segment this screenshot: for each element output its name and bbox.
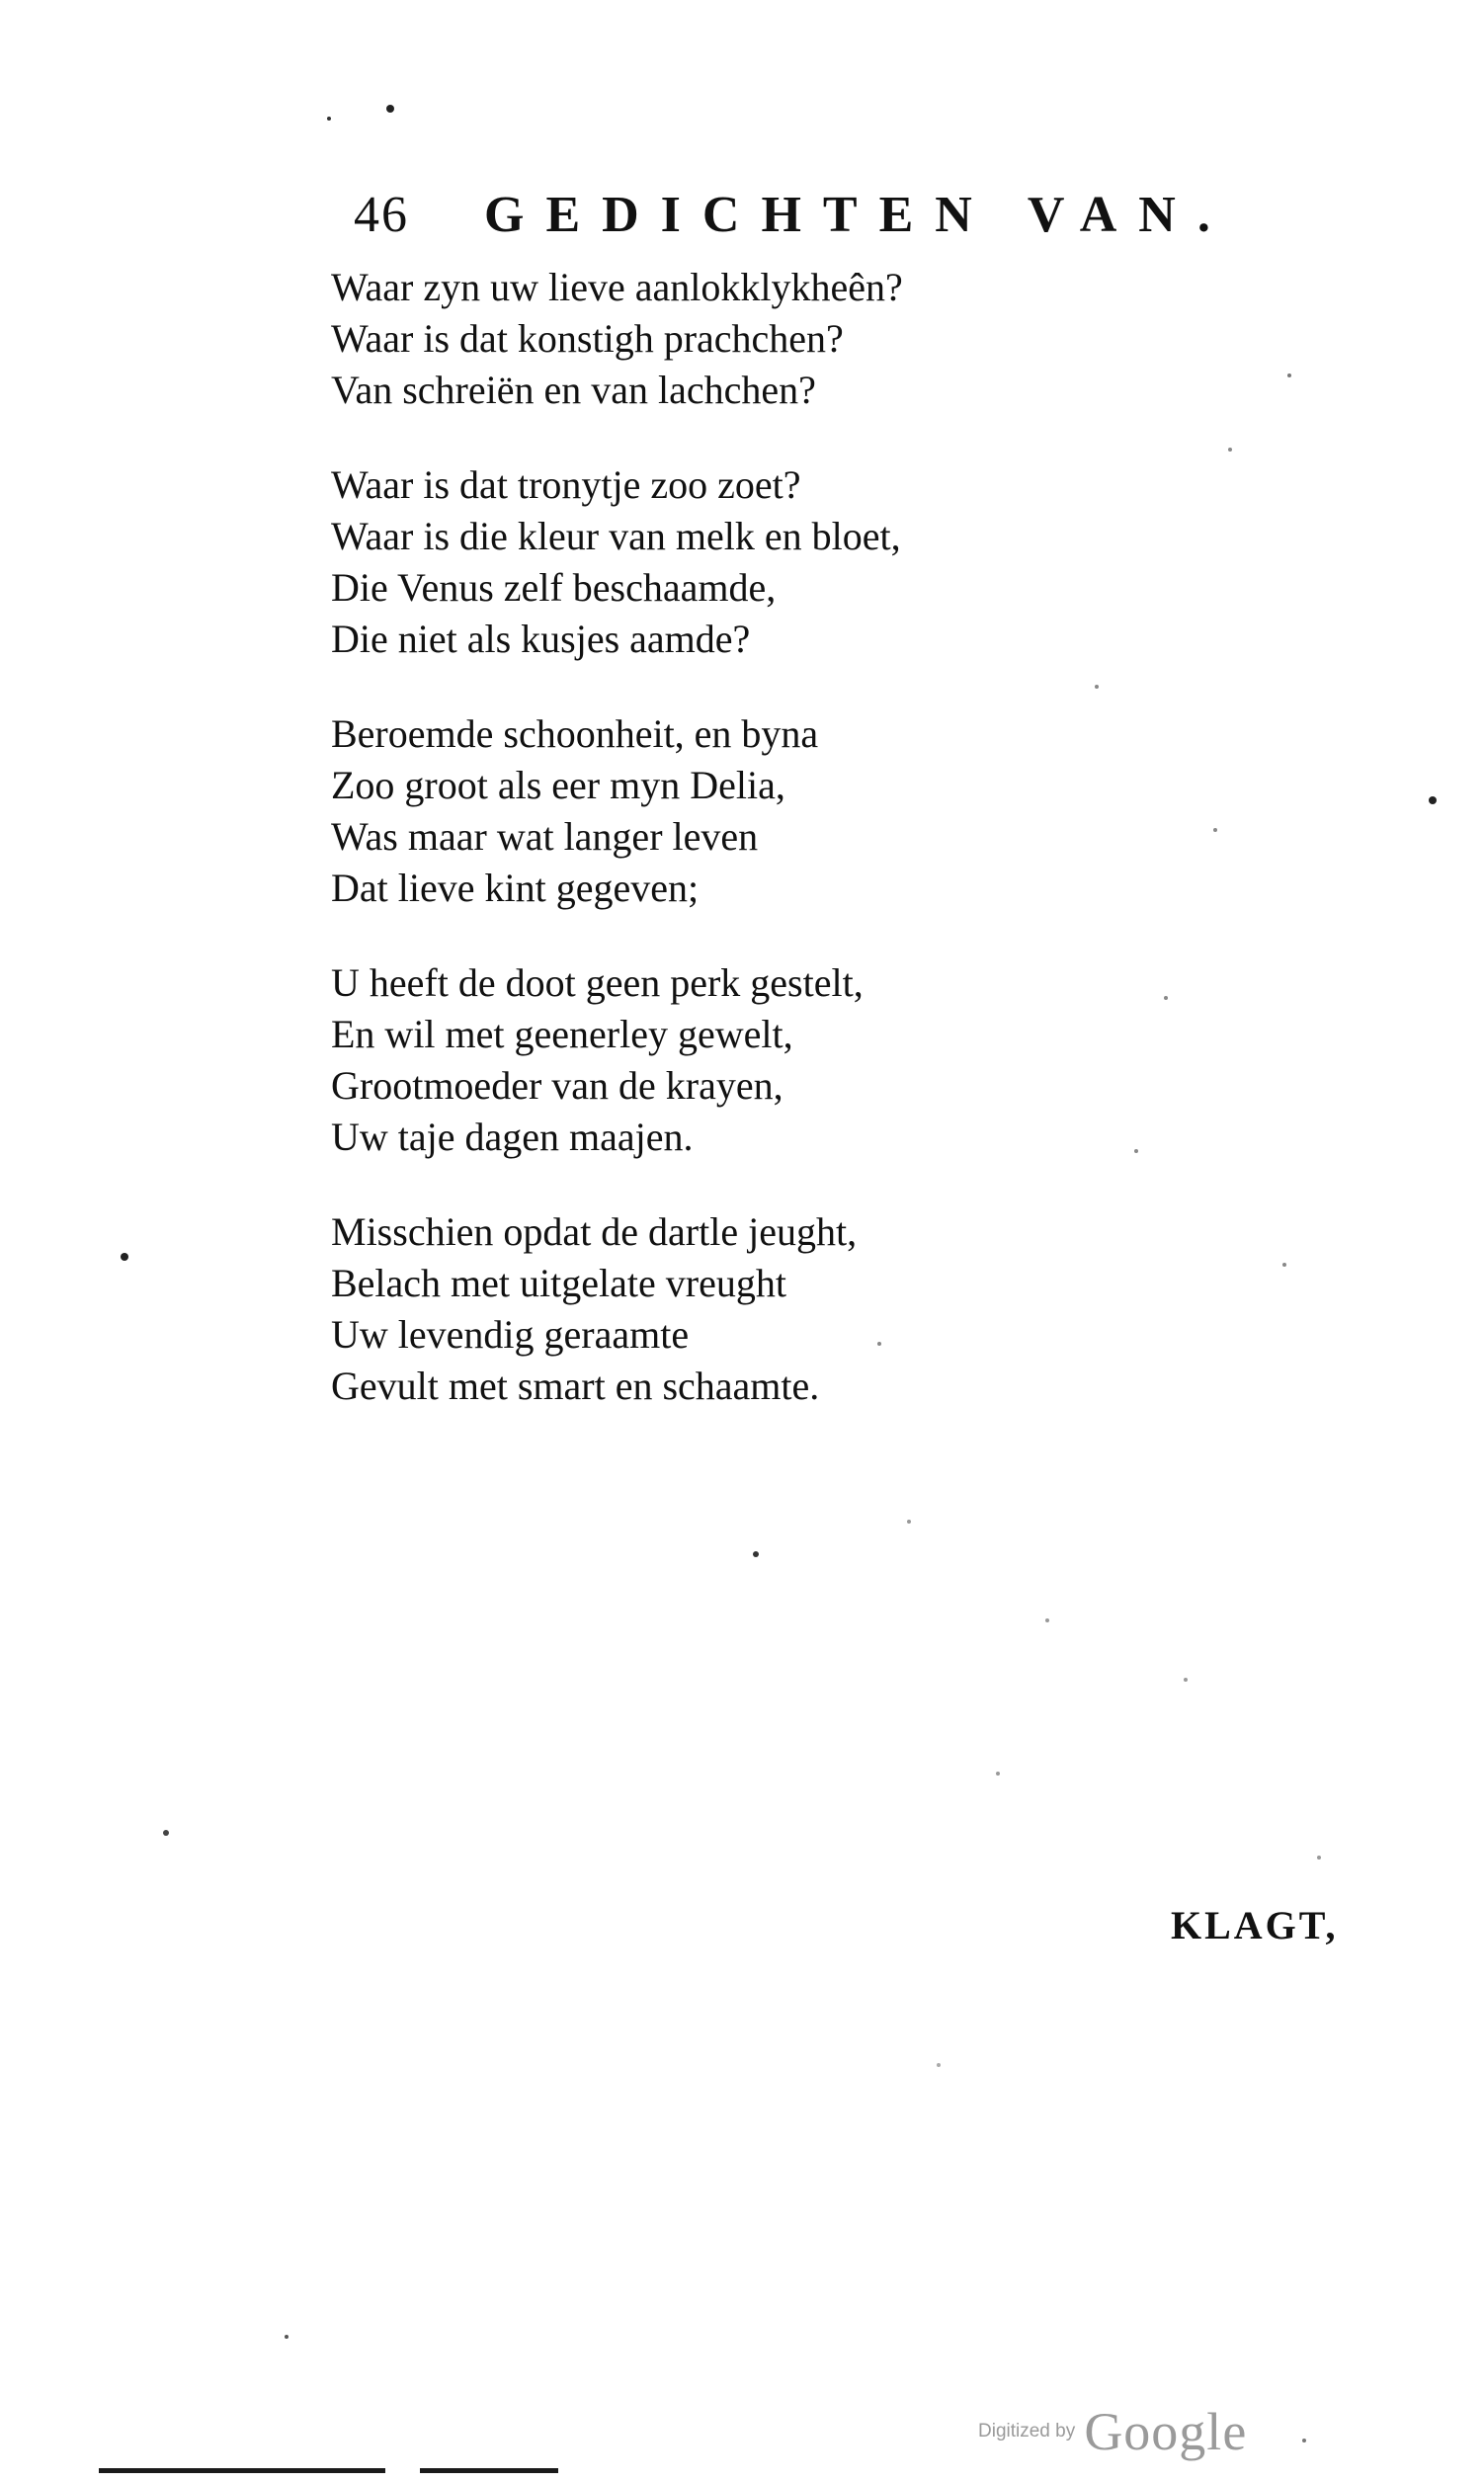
ink-speck (753, 1551, 759, 1557)
bottom-rule-left (99, 2468, 385, 2473)
page-number: 46 (354, 187, 409, 243)
ink-speck (1287, 373, 1291, 377)
ink-speck (1317, 1856, 1321, 1860)
ink-speck (1282, 1263, 1286, 1267)
ink-speck (121, 1253, 128, 1261)
ink-speck (1213, 828, 1217, 832)
poem-line: Zoo groot als eer myn Delia, (331, 763, 785, 807)
poem-line: Belach met uitgelate vreught (331, 1261, 786, 1305)
ink-speck (1429, 796, 1437, 804)
poem-line: Grootmoeder van de krayen, (331, 1063, 783, 1108)
ink-speck (907, 1520, 911, 1524)
poem-line: Was maar wat langer leven (331, 814, 759, 859)
poem-line: Waar zyn uw lieve aanlokklykheên? (331, 265, 903, 309)
poem-line: Beroemde schoonheit, en byna (331, 711, 819, 756)
google-logo: Google (1084, 2402, 1248, 2461)
ink-speck (1164, 996, 1168, 1000)
ink-speck (877, 1342, 881, 1346)
poem-line: Waar is dat konstigh prachchen? (331, 316, 844, 361)
poem-line: Dat lieve kint gegeven; (331, 866, 700, 910)
ink-speck (285, 2335, 289, 2339)
poem-line: Uw levendig geraamte (331, 1312, 690, 1357)
ink-speck (163, 1830, 169, 1836)
ink-speck (1302, 2439, 1306, 2442)
poem-line: Gevult met smart en schaamte. (331, 1364, 820, 1408)
poem-line: Die niet als kusjes aamde? (331, 617, 751, 661)
catchword: KLAGT, (1171, 1903, 1339, 1947)
poem-line: Waar is die kleur van melk en bloet, (331, 514, 901, 558)
poem-line: Die Venus zelf beschaamde, (331, 565, 777, 610)
poem-line: Waar is dat tronytje zoo zoet? (331, 462, 801, 507)
ink-speck (327, 117, 331, 121)
watermark-prefix: Digitized by (978, 2421, 1076, 2442)
poem-line: Van schreiën en van lachchen? (331, 368, 816, 412)
poem-line: Uw taje dagen maajen. (331, 1115, 694, 1159)
bottom-rule-right (420, 2468, 558, 2473)
ink-speck (1184, 1678, 1188, 1682)
running-title: GEDICHTEN VAN. (484, 187, 1232, 243)
ink-speck (937, 2063, 941, 2067)
ink-speck (1228, 448, 1232, 452)
ink-speck (996, 1772, 1000, 1776)
poem-line: Misschien opdat de dartle jeught, (331, 1209, 858, 1254)
ink-speck (1095, 685, 1099, 689)
ink-speck (1134, 1149, 1138, 1153)
poem-line: U heeft de doot geen perk gestelt, (331, 960, 864, 1005)
ink-speck (386, 105, 394, 113)
poem-line: En wil met geenerley gewelt, (331, 1012, 793, 1056)
ink-speck (1045, 1618, 1049, 1622)
